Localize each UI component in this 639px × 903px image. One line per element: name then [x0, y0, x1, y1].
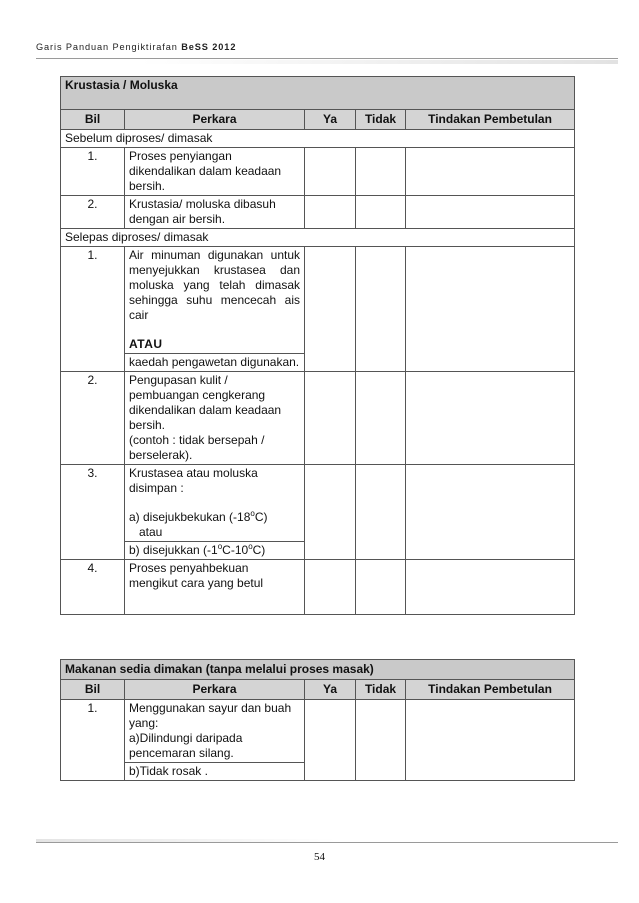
- item-text: Menggunakan sayur dan buah yang:: [129, 701, 292, 730]
- header-shadow: [140, 60, 618, 64]
- table-row: [61, 372, 575, 465]
- tindakan-cell[interactable]: [406, 196, 575, 229]
- row-number: 3.: [61, 465, 125, 560]
- group-row: [61, 130, 575, 148]
- table-row: [61, 560, 575, 615]
- table-row: [61, 148, 575, 196]
- section-title: Makanan sedia dimakan (tanpa melalui proses masak): [61, 660, 575, 680]
- table-row: [61, 700, 575, 763]
- checklist-table-krustasia: [60, 76, 575, 615]
- row-item-text: kaedah pengawetan digunakan.: [125, 354, 305, 372]
- row-item-text: [125, 700, 305, 763]
- tindakan-cell[interactable]: [406, 372, 575, 465]
- tindakan-cell[interactable]: [406, 247, 575, 372]
- col-header-bil: Bil: [61, 680, 125, 700]
- footer-rule: [36, 842, 618, 843]
- col-header-tindakan: Tindakan Pembetulan: [406, 680, 575, 700]
- item-text: Krustasea atau moluska disimpan :: [129, 466, 258, 495]
- item-text: Pengupasan kulit / pembuangan cengkerang dikendalikan dalam keadaan bersih.: [129, 373, 282, 432]
- tidak-cell[interactable]: [356, 148, 406, 196]
- item-text: Air minuman digunakan untuk menyejukkan krustasea dan moluska yang telah dimasak sehingga suhu mencecah ais cair: [129, 248, 300, 322]
- option-a: a) disejukbekukan (-18$^o$C): [129, 509, 268, 524]
- tidak-cell[interactable]: [356, 372, 406, 465]
- row-number: 1.: [61, 700, 125, 781]
- row-number: 2.: [61, 196, 125, 229]
- col-header-tindakan: Tindakan Pembetulan: [406, 110, 575, 130]
- option-b: b) disejukkan (-1$^o$C-10$^o$C): [125, 542, 305, 560]
- row-item-text: Proses penyiangan dikendalikan dalam keadaan bersih.: [125, 148, 305, 196]
- ya-cell[interactable]: [305, 700, 356, 781]
- col-header-tidak: Tidak: [356, 110, 406, 130]
- ya-cell[interactable]: [305, 465, 356, 560]
- row-number: 2.: [61, 372, 125, 465]
- table-row: [61, 247, 575, 354]
- col-header-tidak: Tidak: [356, 680, 406, 700]
- atau-label: ATAU: [129, 337, 163, 351]
- section-title: Krustasia / Moluska: [61, 77, 575, 110]
- section-title-row: [61, 77, 575, 110]
- ya-cell[interactable]: [305, 247, 356, 372]
- tidak-cell[interactable]: [356, 196, 406, 229]
- tidak-cell[interactable]: [356, 247, 406, 372]
- row-item-text: Krustasia/ moluska dibasuh dengan air bersih.: [125, 196, 305, 229]
- atau-label: atau: [139, 525, 163, 539]
- group-row: [61, 229, 575, 247]
- row-item-text: [125, 465, 305, 542]
- col-header-perkara: Perkara: [125, 110, 305, 130]
- item-note: (contoh : tidak bersepah / berselerak).: [129, 433, 265, 462]
- column-header-row: [61, 110, 575, 130]
- row-item-text: Proses penyahbekuan mengikut cara yang betul: [125, 560, 305, 615]
- ya-cell[interactable]: [305, 196, 356, 229]
- row-number: 1.: [61, 247, 125, 372]
- page-number: 54: [314, 851, 325, 863]
- ya-cell[interactable]: [305, 372, 356, 465]
- group-label-sebelum: Sebelum diproses/ dimasak: [61, 130, 575, 148]
- col-header-ya: Ya: [305, 110, 356, 130]
- section-title-row: [61, 660, 575, 680]
- ya-cell[interactable]: [305, 560, 356, 615]
- tindakan-cell[interactable]: [406, 560, 575, 615]
- option-a: a)Dilindungi daripada pencemaran silang.: [129, 731, 243, 760]
- tidak-cell[interactable]: [356, 700, 406, 781]
- group-label-selepas: Selepas diproses/ dimasak: [61, 229, 575, 247]
- tidak-cell[interactable]: [356, 465, 406, 560]
- row-number: 1.: [61, 148, 125, 196]
- checklist-table-makanan-sedia: [60, 659, 575, 781]
- option-b: b)Tidak rosak .: [125, 763, 305, 781]
- header-text: Garis Panduan Pengiktirafan: [36, 42, 182, 52]
- header-brand: BeSS 2012: [181, 42, 237, 52]
- tidak-cell[interactable]: [356, 560, 406, 615]
- row-item-text: [125, 247, 305, 354]
- header-rule: [36, 58, 618, 59]
- col-header-bil: Bil: [61, 110, 125, 130]
- tindakan-cell[interactable]: [406, 700, 575, 781]
- column-header-row: [61, 680, 575, 700]
- col-header-perkara: Perkara: [125, 680, 305, 700]
- tindakan-cell[interactable]: [406, 148, 575, 196]
- tindakan-cell[interactable]: [406, 465, 575, 560]
- ya-cell[interactable]: [305, 148, 356, 196]
- row-item-text: [125, 372, 305, 465]
- col-header-ya: Ya: [305, 680, 356, 700]
- table-row: [61, 196, 575, 229]
- table-row: [61, 465, 575, 542]
- running-header: [36, 42, 236, 52]
- row-number: 4.: [61, 560, 125, 615]
